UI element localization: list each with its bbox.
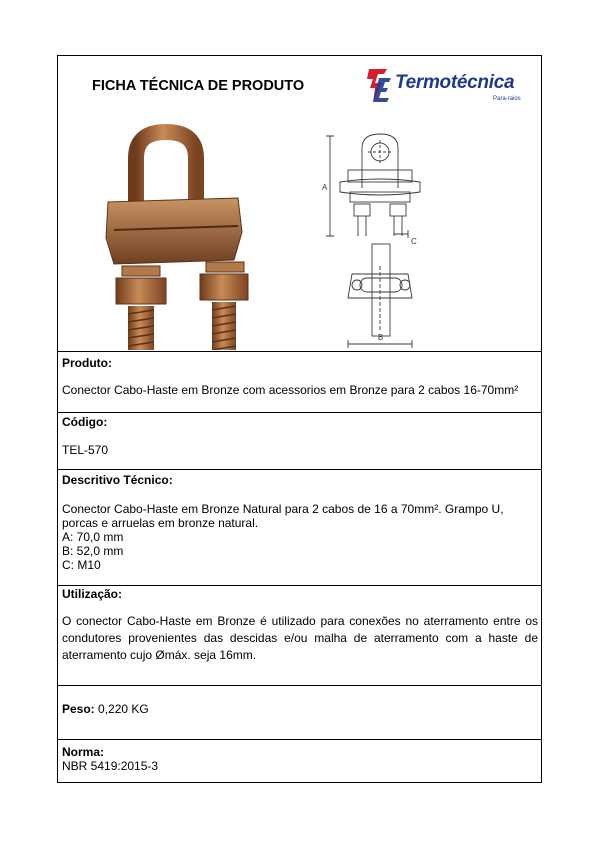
- norma-label: Norma:: [62, 745, 105, 759]
- product-photo: [88, 120, 258, 350]
- utilizacao-label: Utilização:: [62, 587, 123, 601]
- dimension-a-label: A: [322, 183, 328, 192]
- divider: [58, 469, 541, 470]
- descritivo-line: A: 70,0 mm: [62, 530, 124, 544]
- dimension-c-label: C: [411, 237, 417, 246]
- codigo-text: TEL-570: [62, 443, 109, 457]
- descritivo-line: C: M10: [62, 558, 101, 572]
- descritivo-label: Descritivo Técnico:: [62, 473, 173, 487]
- divider: [58, 412, 541, 413]
- norma-value: NBR 5419:2015-3: [62, 759, 159, 773]
- page-title: FICHA TÉCNICA DE PRODUTO: [92, 78, 305, 94]
- dimension-b-label: B: [378, 333, 384, 342]
- peso-row: [62, 702, 149, 716]
- divider: [58, 585, 541, 586]
- brand-name: Termotécnica: [395, 72, 515, 93]
- lightning-logo-icon: [363, 66, 397, 106]
- product-sheet: [57, 55, 542, 783]
- produto-label: Produto:: [62, 356, 112, 370]
- divider: [58, 739, 541, 740]
- produto-text: Conector Cabo-Haste em Bronze com acessorios em Bronze para 2 cabos 16-70mm²: [62, 383, 519, 397]
- utilizacao-text: O conector Cabo-Haste em Bronze é utilizado para conexões no aterramento entre os condutores provenientes das descidas e/ou malha de aterramento com a haste de aterramento cujo Ømáx. seja 16mm.: [62, 614, 538, 662]
- divider: [58, 351, 541, 352]
- descritivo-line: porcas e arruelas em bronze natural.: [62, 516, 259, 530]
- descritivo-line: B: 52,0 mm: [62, 544, 124, 558]
- descritivo-line: Conector Cabo-Haste em Bronze Natural para 2 cabos de 16 a 70mm². Grampo U,: [62, 502, 504, 516]
- brand-logo: [363, 66, 538, 106]
- peso-value: 0,220 KG: [98, 702, 149, 716]
- divider: [58, 685, 541, 686]
- brand-subtitle: Para-raios: [493, 96, 521, 102]
- technical-drawing: [320, 126, 450, 350]
- codigo-label: Código:: [62, 415, 108, 429]
- peso-label: Peso:: [62, 702, 95, 716]
